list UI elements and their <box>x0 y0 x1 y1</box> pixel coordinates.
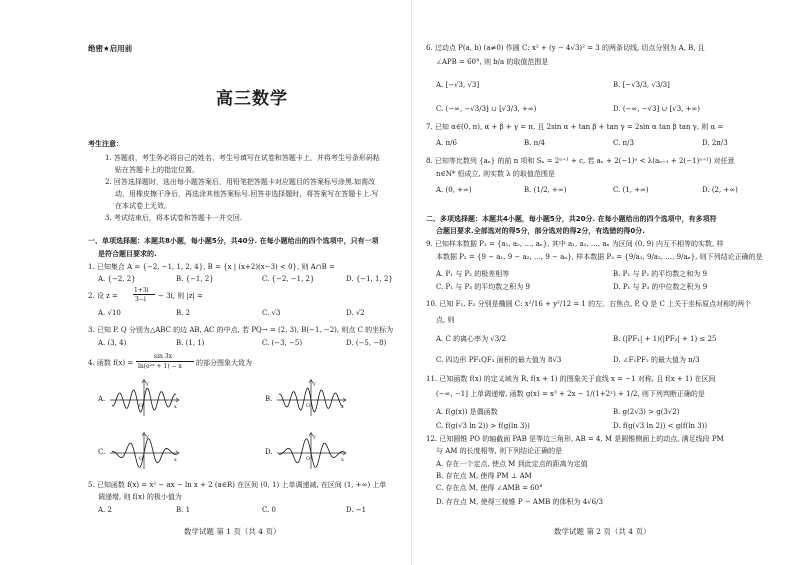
q8-option-b: B. (1/2, +∞) <box>524 186 567 194</box>
q4-graph-b <box>275 378 347 418</box>
x-axis-label: x <box>341 404 344 410</box>
q3-option-d: D. (−5, −8) <box>346 339 387 347</box>
q10-option-b: B. (|PF₁| + 1)(|PF₂| + 1) ≤ 25 <box>613 335 717 343</box>
q9-option-b: B. P₁ 与 P₂ 的平均数之和为 9 <box>613 270 707 278</box>
notice-line: 在本试卷上无效。 <box>115 202 171 210</box>
q12-option-c: C. 存在点 M, 使得 ∠AMB = 60° <box>436 484 543 492</box>
q11-stem: 11. 已知函数 f(x) 的定义域为 R, f(x + 1) 的图象关于直线 x = −1 对称, 且 f(x + 1) 在区间 <box>426 375 716 383</box>
q7-option-b: B. π/4 <box>524 139 546 147</box>
section1-heading: 一、单项选择题：本题共8小题，每小题5分，共40分. 在每小题给出的四个选项中，只有一项 <box>88 237 379 245</box>
notice-line: 贴在答题卡上的指定位置。 <box>115 166 199 174</box>
q2-option-a: A. √10 <box>98 309 121 317</box>
q8-option-d: D. (2, +∞) <box>702 186 738 194</box>
q3-option-a: A. (3, 4) <box>98 339 127 347</box>
q4-frac-line <box>136 361 194 362</box>
section2-heading: 二、多项选择题：本题共4小题，每小题5分，共20分. 在每小题给出的四个选项中，有多项符 <box>426 215 717 223</box>
notice-line: 1. 答题前，考生务必将自己的姓名、考生号填写在试卷和答题卡上，并将考生号条形码粘 <box>105 154 380 162</box>
q11-option-b: B. g(2√3) > g(3√2) <box>613 408 680 416</box>
q4-option-d: D. <box>265 448 273 456</box>
q10-stem-cont: 点, 则 <box>436 316 455 324</box>
origin-label: O <box>306 456 311 462</box>
q11-stem-cont: (−∞, −1] 上单调递增, 函数 g(x) = x³ + 2x − 1/(1+2ˣ) + 1/2, 则下列判断正确的是 <box>436 390 705 398</box>
q1-stem: 1. 已知集合 A = {−2, −1, 1, 2, 4}, B = {x | (x+2)(x−3) < 0}, 则 A∩B = <box>88 263 335 271</box>
q11-option-d: D. f(g(√3 ln 2)) < g(f(ln 3)) <box>613 422 708 430</box>
q11-option-a: A. f(g(x)) 是偶函数 <box>436 408 498 416</box>
q10-option-c: C. 四边形 PF₁QF₂ 面积的最大值为 8√3 <box>436 356 562 364</box>
y-axis-label: y <box>313 434 316 440</box>
q5-option-d: D. −1 <box>346 506 367 514</box>
q7-option-a: A. π/6 <box>436 139 457 147</box>
page-footer: 数学试题 第 1 页（共 4 页） <box>184 527 281 536</box>
q4-graph-c <box>108 431 180 471</box>
notice-heading: 考生注意： <box>88 140 123 148</box>
q3-stem: 3. 已知 P, Q 分别为△ABC 的边 AB, AC 的中点, 若 PQ→ = (2, 3), B(−1, −2), 则点 C 的坐标为 <box>88 326 394 334</box>
notice-line: 3. 考试结束后，将本试卷和答题卡一并交回. <box>105 214 243 222</box>
origin-label: O <box>306 403 311 409</box>
q4-graph-d <box>275 431 347 471</box>
q4-stem-suffix: 的部分图象大致为 <box>196 359 252 367</box>
q6-stem: 6. 过动点 P(a, b) (a≠0) 作圆 C: x² + (y − 4√3)² = 3 的两条切线, 切点分别为 A, B, 且 <box>426 44 705 52</box>
q1-option-b: B. {−1, 2} <box>176 275 214 283</box>
q2-stem-suffix: − 3i, 则 |z| = <box>158 292 203 300</box>
q7-option-d: D. 2π/3 <box>702 139 728 147</box>
q9-stem-cont: 本数据 P₂ = {9 − a₁, 9 − a₂, …, 9 − aₙ}, 样本数据 P₃ = {9/a₁, 9/a₂, …, 9/aₙ}, 则下列结论正确的是 <box>436 253 763 261</box>
q6-option-a: A. [−√3, √3] <box>436 81 480 89</box>
q1-option-a: A. {−2, 2} <box>98 275 136 283</box>
x-axis-label: x <box>174 457 177 463</box>
q12-option-d: D. 存在点 M, 使得三棱锥 P − AMB 的体积为 4√6/3 <box>436 498 603 506</box>
y-axis-label: y <box>146 381 149 387</box>
q5-option-c: C. 0 <box>262 506 277 514</box>
q8-stem: 8. 已知等比数列 {aₙ} 的前 n 项和 Sₙ = 2ⁿ⁺¹ + c, 若 aₙ + 2(−1)ⁿ < λ(aₙ₊₁ + 2(−1)ⁿ⁺¹) 对任意 <box>426 157 735 165</box>
q7-option-c: C. π/3 <box>613 139 634 147</box>
secret-label: 绝密★启用前 <box>88 44 133 53</box>
q12-stem: 12. 已知圆锥 PO 的轴截面 PAB 是等边三角形, AB = 4, M 是圆锥侧面上的动点, 满足线段 PM <box>426 435 724 443</box>
q8-option-c: C. (1, +∞) <box>613 186 649 194</box>
q5-stem: 5. 已知函数 f(x) = x² − ax − ln x + 2 (a∈R) 在区间 (0, 1) 上单调递减, 在区间 (1, +∞) 上单 <box>88 481 387 489</box>
q12-option-b: B. 存在点 M, 使得 PM ⊥ AM <box>436 472 532 480</box>
q3-option-c: C. (−3, −5) <box>262 339 303 347</box>
q1-option-d: D. {−1, 1, 2} <box>346 275 393 283</box>
q2-frac-line <box>133 294 155 295</box>
q7-stem: 7. 已知 α∈(0, π), α + β + γ = π, 且 2sin α + tan β + tan γ = 2sin α tan β tan γ, 则 α = <box>426 123 724 131</box>
notice-line: 2. 回答选择题时，选出每小题答案后，用铅笔把答题卡对应题目的答案标号涂黑.如需改 <box>105 178 376 186</box>
q6-option-d: D. (−∞, −√3] ∪ [√3, +∞) <box>613 105 701 113</box>
q5-option-b: B. 1 <box>176 506 191 514</box>
q12-stem-cont: 与 AM 的长度相等, 则下列结论正确的是 <box>436 447 563 455</box>
q5-stem-cont: 调递增, 则 f(x) 的极小值为 <box>98 493 182 501</box>
q3-option-b: B. (1, 1) <box>176 339 205 347</box>
q9-option-c: C. P₁ 与 P₃ 的平均数之积为 9 <box>436 283 530 291</box>
q2-frac-den: 3−i <box>135 296 146 303</box>
q10-stem: 10. 已知 F₁, F₂ 分别是椭圆 C: x²/16 + y²/12 = 1 的左、右焦点, P, Q 是 C 上关于坐标原点对称的两个 <box>426 300 752 308</box>
q4-option-b: B. <box>265 395 273 403</box>
notice-line: 动，用橡皮擦干净后，再选涂其他答案标号.回答非选择题时，将答案写在答题卡上.写 <box>115 190 379 198</box>
q4-stem-prefix: 4. 函数 f(x) = <box>88 359 134 367</box>
q9-option-a: A. P₁ 与 P₂ 的极差相等 <box>436 270 510 278</box>
y-axis-label: y <box>146 434 149 440</box>
q10-option-d: D. ∠F₁PF₂ 的最大值为 π/3 <box>613 356 700 364</box>
q8-option-a: A. (0, +∞) <box>436 186 472 194</box>
q10-option-a: A. C 的离心率为 √3/2 <box>436 335 507 343</box>
q6-option-b: B. [−√3/3, √3/3] <box>613 81 670 89</box>
origin-label: O <box>139 456 144 462</box>
q4-option-a: A. <box>98 395 106 403</box>
q4-frac-den: ln(e²ˣ + 1) − x <box>138 363 182 370</box>
x-axis-label: x <box>174 404 177 410</box>
q12-option-a: A. 存在一个定点, 使点 M 到此定点的距离为定值 <box>436 460 588 468</box>
q4-graph-a <box>108 378 180 418</box>
q2-option-c: C. √3 <box>262 309 281 317</box>
q5-option-a: A. 2 <box>98 506 112 514</box>
q9-option-d: D. P₁ 与 P₃ 的中位数之积为 9 <box>613 283 708 291</box>
q8-stem-cont: n∈N* 恒成立, 则实数 λ 的取值范围是 <box>436 170 555 178</box>
q9-stem: 9. 已知样本数据 P₁ = {a₁, a₂, …, aₙ}, 其中 a₁, a₂, …, aₙ 为区间 (0, 9) 内互不相等的实数, 样 <box>426 240 724 248</box>
section1-heading-cont: 是符合题目要求的. <box>98 250 157 258</box>
q2-frac-num: 1+3i <box>134 287 149 294</box>
page-footer: 数学试题 第 2 页（共 4 页） <box>554 527 651 536</box>
origin-label: O <box>139 403 144 409</box>
q6-option-c: C. (−∞, −√3/3] ∪ [√3/3, +∞) <box>436 105 537 113</box>
q6-stem-cont: ∠APB = 60°, 则 b/a 的取值范围是 <box>436 58 549 66</box>
q2-stem-prefix: 2. 设 z = <box>88 292 118 300</box>
q4-option-c: C. <box>98 448 106 456</box>
y-axis-label: y <box>313 381 316 387</box>
page-title: 高三数学 <box>216 89 288 109</box>
q1-option-c: C. {−2, −1, 2} <box>262 275 315 283</box>
section2-heading-cont: 合题目要求.全部选对的得5分，部分选对的得2分，有选错的得0分. <box>436 227 645 235</box>
page-2 <box>412 0 800 565</box>
q2-option-d: D. √2 <box>346 309 365 317</box>
q11-option-c: C. f(g(√3 ln 2)) > f(g(ln 3)) <box>436 422 530 430</box>
x-axis-label: x <box>341 457 344 463</box>
q2-option-b: B. 2 <box>176 309 191 317</box>
q4-frac-num: sin 3x <box>154 353 172 360</box>
